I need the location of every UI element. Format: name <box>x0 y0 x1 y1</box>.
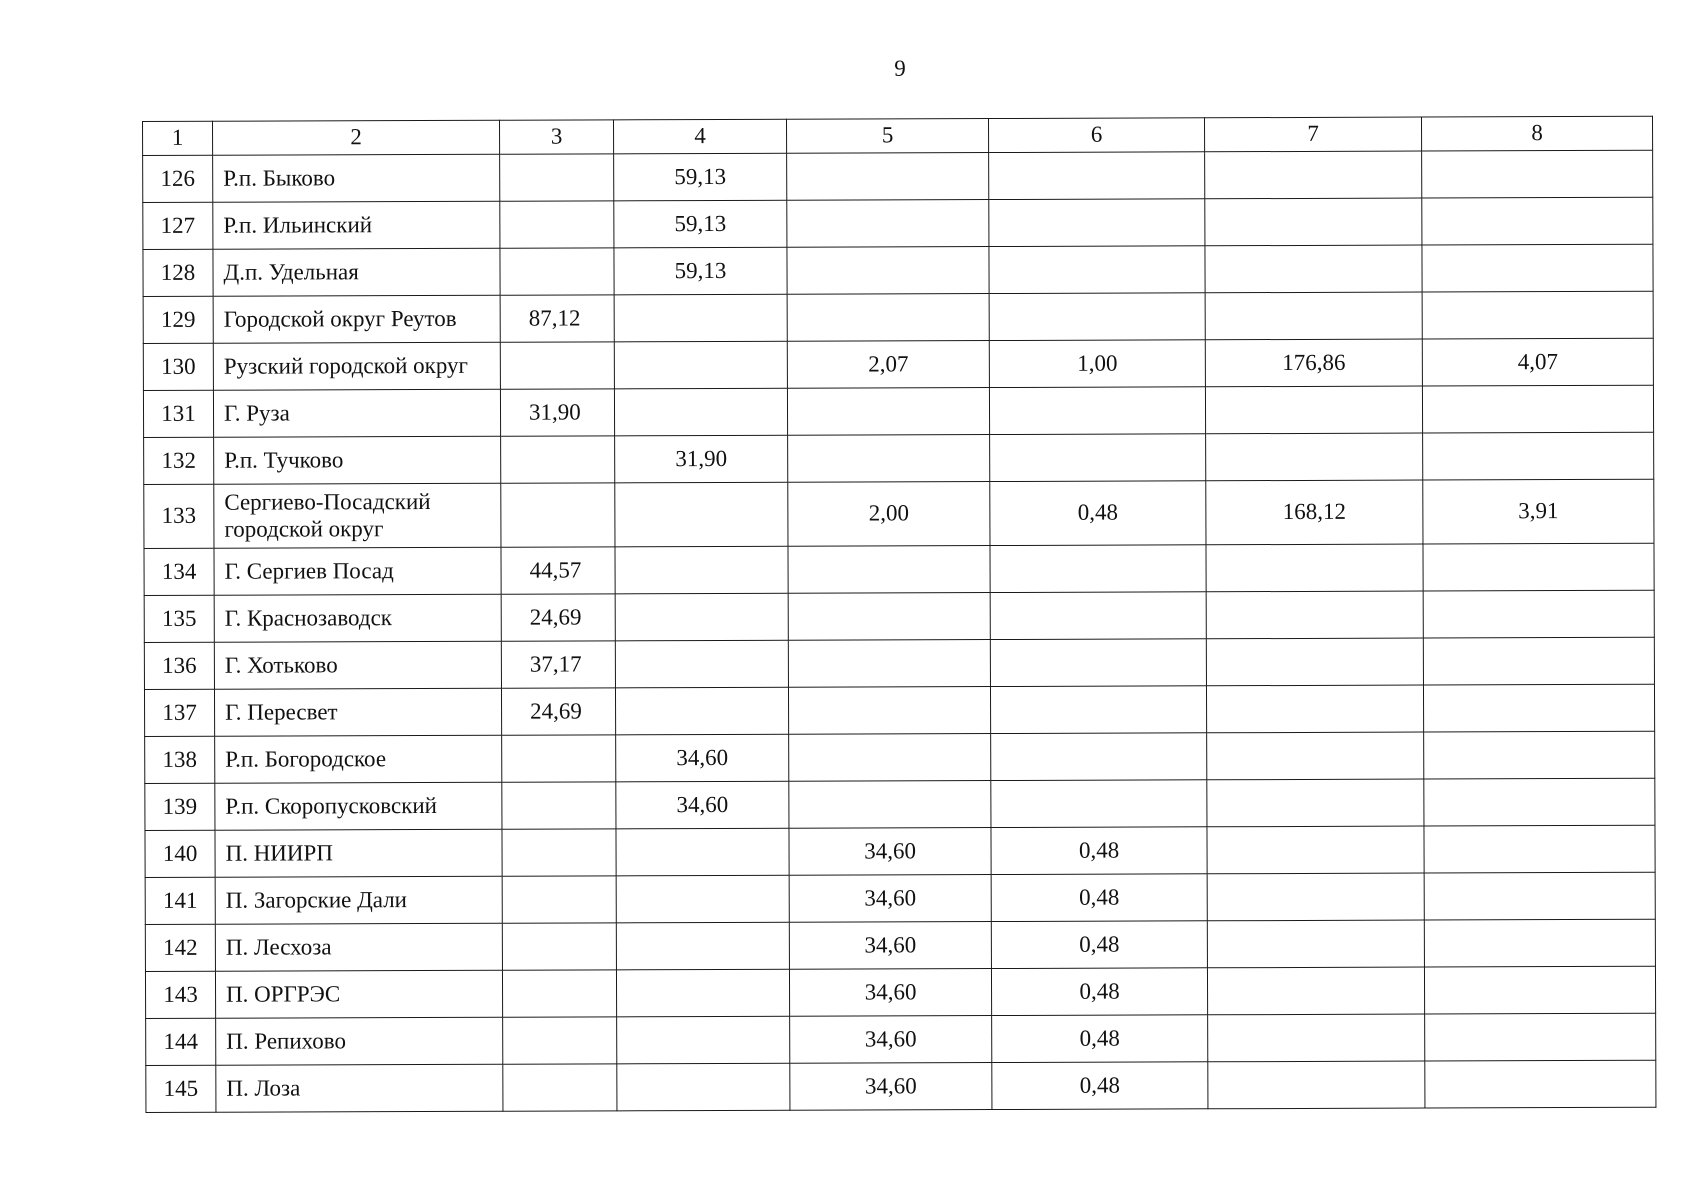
column-5-cell <box>787 247 989 295</box>
name-cell: Г. Краснозаводск <box>214 594 501 642</box>
column-6-cell <box>989 152 1205 200</box>
column-5-cell <box>788 546 990 594</box>
column-7-cell: 168,12 <box>1206 480 1423 545</box>
column-header: 1 <box>143 121 213 155</box>
table-row <box>145 778 1655 830</box>
column-3-cell <box>500 248 614 295</box>
row-number-cell: 133 <box>144 484 214 548</box>
row-number-cell: 143 <box>145 971 215 1018</box>
column-8-cell <box>1423 432 1654 480</box>
column-4-cell <box>617 1016 790 1064</box>
column-5-cell <box>788 435 990 483</box>
column-header: 2 <box>213 120 500 155</box>
name-cell: Городской округ Реутов <box>213 295 500 343</box>
table-row <box>145 825 1655 877</box>
name-cell: Г. Хотьково <box>214 641 501 689</box>
column-6-cell <box>989 293 1205 341</box>
column-8-cell <box>1424 778 1655 826</box>
column-5-cell <box>788 687 990 735</box>
column-6-cell: 0,48 <box>991 968 1207 1016</box>
column-4-cell <box>615 687 788 735</box>
column-header: 3 <box>499 120 613 154</box>
row-number-cell: 142 <box>145 924 215 971</box>
column-8-cell <box>1423 637 1654 685</box>
table-row <box>146 1013 1656 1065</box>
column-3-cell <box>502 829 616 876</box>
name-cell: Рузский городской округ <box>213 342 500 390</box>
name-cell: П. Лесхоза <box>215 923 502 971</box>
column-3-cell <box>502 970 616 1017</box>
column-5-cell: 34,60 <box>789 922 991 970</box>
column-header: 5 <box>786 119 988 154</box>
column-8-cell <box>1424 872 1655 920</box>
column-4-cell: 59,13 <box>614 247 787 295</box>
column-4-cell: 59,13 <box>614 153 787 201</box>
column-8-cell <box>1422 197 1653 245</box>
table-row <box>144 637 1654 689</box>
table-body <box>143 150 1656 1112</box>
name-cell: Р.п. Богородское <box>215 735 502 783</box>
column-5-cell <box>787 294 989 342</box>
column-8-cell <box>1425 1060 1656 1108</box>
table-row <box>145 919 1655 971</box>
column-3-cell: 87,12 <box>500 295 614 342</box>
row-number-cell: 134 <box>144 548 214 595</box>
column-7-cell <box>1205 245 1422 293</box>
column-6-cell: 0,48 <box>991 874 1207 922</box>
table-row <box>143 197 1653 249</box>
table-row <box>144 479 1654 548</box>
column-7-cell <box>1206 638 1423 686</box>
column-6-cell: 0,48 <box>992 1015 1208 1063</box>
column-4-cell: 34,60 <box>616 734 789 782</box>
row-number-cell: 141 <box>145 877 215 924</box>
column-5-cell <box>789 781 991 829</box>
column-8-cell: 4,07 <box>1422 338 1653 386</box>
row-number-cell: 130 <box>143 343 213 390</box>
name-cell: Г. Руза <box>213 389 500 437</box>
column-7-cell <box>1205 292 1422 340</box>
column-3-cell: 24,69 <box>501 594 615 641</box>
column-6-cell <box>990 592 1206 640</box>
column-5-cell <box>788 640 990 688</box>
column-3-cell <box>502 735 616 782</box>
column-4-cell <box>616 828 789 876</box>
column-7-cell <box>1208 1061 1425 1109</box>
column-6-cell <box>989 387 1205 435</box>
row-number-cell: 139 <box>145 783 215 830</box>
column-7-cell <box>1206 544 1423 592</box>
name-cell: П. ОРГРЭС <box>215 970 502 1018</box>
column-6-cell <box>991 780 1207 828</box>
name-cell: Д.п. Удельная <box>213 248 500 296</box>
column-3-cell: 24,69 <box>501 688 615 735</box>
column-8-cell <box>1422 150 1653 198</box>
column-8-cell <box>1423 543 1654 591</box>
name-cell: Г. Пересвет <box>214 688 501 736</box>
column-8-cell <box>1424 966 1655 1014</box>
column-5-cell: 34,60 <box>789 875 991 923</box>
column-7-cell <box>1208 1014 1425 1062</box>
column-8-cell <box>1423 590 1654 638</box>
table-row <box>143 338 1653 390</box>
column-4-cell <box>616 875 789 923</box>
row-number-cell: 138 <box>145 736 215 783</box>
column-4-cell <box>615 482 788 547</box>
name-cell: Р.п. Скоропусковский <box>215 782 502 830</box>
column-6-cell: 0,48 <box>992 1062 1208 1110</box>
header-row <box>143 116 1653 155</box>
column-header: 7 <box>1204 117 1421 152</box>
column-3-cell <box>502 876 616 923</box>
column-7-cell <box>1206 685 1423 733</box>
column-3-cell <box>501 483 615 547</box>
table-row <box>145 966 1655 1018</box>
column-5-cell <box>789 734 991 782</box>
column-4-cell <box>616 969 789 1017</box>
row-number-cell: 136 <box>144 642 214 689</box>
name-cell: Г. Сергиев Посад <box>214 547 501 595</box>
row-number-cell: 145 <box>146 1065 216 1112</box>
column-8-cell <box>1422 385 1653 433</box>
name-cell: П. Лоза <box>216 1064 503 1112</box>
column-4-cell: 34,60 <box>616 781 789 829</box>
column-4-cell: 59,13 <box>614 200 787 248</box>
column-3-cell: 44,57 <box>501 547 615 594</box>
column-7-cell <box>1207 779 1424 827</box>
column-7-cell <box>1207 826 1424 874</box>
column-6-cell <box>991 733 1207 781</box>
row-number-cell: 127 <box>143 202 213 249</box>
column-3-cell <box>501 436 615 483</box>
table-row <box>144 432 1654 484</box>
column-7-cell <box>1206 433 1423 481</box>
column-3-cell <box>500 342 614 389</box>
column-3-cell <box>503 1064 617 1111</box>
name-cell: Сергиево-Посадский городской округ <box>214 483 501 548</box>
column-6-cell: 0,48 <box>991 827 1207 875</box>
table-row <box>143 150 1653 202</box>
table-row <box>143 244 1653 296</box>
table-container <box>142 116 1656 1113</box>
column-3-cell <box>500 154 614 201</box>
column-header: 6 <box>988 118 1204 153</box>
column-8-cell <box>1424 731 1655 779</box>
column-6-cell <box>990 686 1206 734</box>
column-4-cell <box>616 922 789 970</box>
column-6-cell: 0,48 <box>990 481 1206 546</box>
column-5-cell: 34,60 <box>789 969 991 1017</box>
column-3-cell <box>502 782 616 829</box>
column-5-cell: 34,60 <box>790 1063 992 1111</box>
column-5-cell <box>787 153 989 201</box>
column-4-cell: 31,90 <box>615 435 788 483</box>
name-cell: Р.п. Тучково <box>214 436 501 484</box>
column-6-cell <box>990 545 1206 593</box>
column-4-cell <box>615 546 788 594</box>
column-6-cell: 1,00 <box>989 340 1205 388</box>
row-number-cell: 131 <box>143 390 213 437</box>
table-row <box>144 684 1654 736</box>
column-5-cell: 34,60 <box>789 828 991 876</box>
column-8-cell: 3,91 <box>1423 479 1654 544</box>
column-7-cell <box>1205 386 1422 434</box>
column-7-cell <box>1207 732 1424 780</box>
column-6-cell <box>989 246 1205 294</box>
name-cell: П. Загорские Дали <box>215 876 502 924</box>
page-number: 9 <box>894 56 906 81</box>
column-header: 4 <box>613 119 786 154</box>
row-number-cell: 132 <box>144 437 214 484</box>
name-cell: Р.п. Быково <box>213 154 500 202</box>
row-number-cell: 140 <box>145 830 215 877</box>
column-7-cell <box>1207 920 1424 968</box>
column-8-cell <box>1424 919 1655 967</box>
table-row <box>145 872 1655 924</box>
column-7-cell <box>1206 591 1423 639</box>
column-7-cell <box>1207 873 1424 921</box>
name-cell: П. НИИРП <box>215 829 502 877</box>
table-row <box>143 291 1653 343</box>
column-7-cell <box>1205 198 1422 246</box>
column-7-cell: 176,86 <box>1205 339 1422 387</box>
column-7-cell <box>1207 967 1424 1015</box>
table-row <box>144 543 1654 595</box>
row-number-cell: 137 <box>144 689 214 736</box>
table-row <box>144 590 1654 642</box>
column-5-cell: 34,60 <box>790 1016 992 1064</box>
column-4-cell <box>614 388 787 436</box>
column-6-cell <box>990 434 1206 482</box>
column-3-cell: 31,90 <box>500 389 614 436</box>
column-3-cell <box>503 1017 617 1064</box>
column-8-cell <box>1422 291 1653 339</box>
column-5-cell <box>788 593 990 641</box>
column-4-cell <box>614 341 787 389</box>
column-4-cell <box>615 640 788 688</box>
column-8-cell <box>1423 684 1654 732</box>
column-8-cell <box>1425 1013 1656 1061</box>
column-5-cell: 2,07 <box>787 341 989 389</box>
column-4-cell <box>617 1063 790 1111</box>
column-8-cell <box>1424 825 1655 873</box>
column-8-cell <box>1422 244 1653 292</box>
column-6-cell: 0,48 <box>991 921 1207 969</box>
table-row <box>143 385 1653 437</box>
table-row <box>145 731 1655 783</box>
column-5-cell: 2,00 <box>788 482 990 547</box>
row-number-cell: 129 <box>143 296 213 343</box>
column-4-cell <box>614 294 787 342</box>
row-number-cell: 126 <box>143 155 213 202</box>
column-3-cell <box>502 923 616 970</box>
column-6-cell <box>989 199 1205 247</box>
data-table <box>142 116 1656 1113</box>
column-3-cell: 37,17 <box>501 641 615 688</box>
column-3-cell <box>500 201 614 248</box>
column-5-cell <box>787 200 989 248</box>
name-cell: Р.п. Ильинский <box>213 201 500 249</box>
column-header: 8 <box>1421 116 1652 151</box>
column-4-cell <box>615 593 788 641</box>
column-7-cell <box>1205 151 1422 199</box>
column-6-cell <box>990 639 1206 687</box>
row-number-cell: 135 <box>144 595 214 642</box>
row-number-cell: 128 <box>143 249 213 296</box>
row-number-cell: 144 <box>146 1018 216 1065</box>
name-cell: П. Репихово <box>216 1017 503 1065</box>
table-row <box>146 1060 1656 1112</box>
column-5-cell <box>787 388 989 436</box>
